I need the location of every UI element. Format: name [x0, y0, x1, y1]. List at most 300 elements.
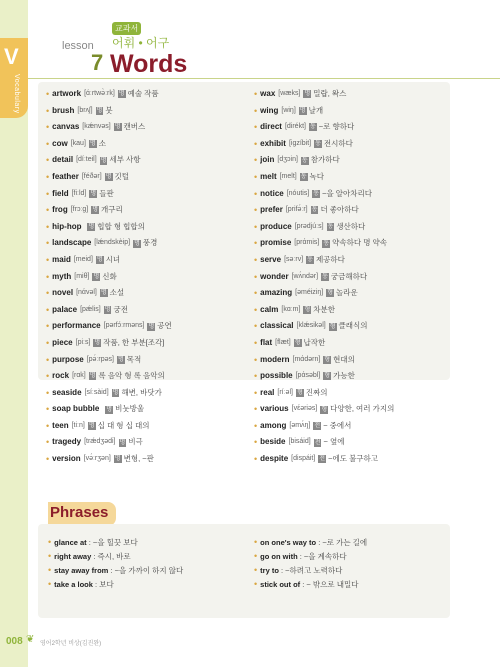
- meaning: 가능한: [333, 371, 355, 381]
- word: beside: [260, 437, 286, 447]
- phrase: stay away from: [54, 566, 109, 575]
- meaning: 캔버스: [123, 122, 146, 132]
- part-of-speech-badge: 동: [307, 257, 313, 264]
- bullet-icon: •: [46, 454, 50, 465]
- pronunciation: [tiːn]: [71, 421, 85, 429]
- word-entry: [254, 451, 454, 468]
- bullet-icon: •: [46, 188, 50, 199]
- word: real: [260, 387, 275, 397]
- meaning: 더 좋아하다: [320, 205, 359, 215]
- pronunciation: [piːs]: [75, 338, 91, 346]
- word: purpose: [52, 354, 84, 364]
- word: myth: [52, 271, 72, 281]
- phrase-meaning: : 즉시, 바로: [93, 552, 131, 561]
- word: version: [52, 454, 81, 464]
- pronunciation: [dʒɔin]: [277, 156, 298, 164]
- bullet-icon: •: [46, 238, 50, 249]
- part-of-speech-badge: 동: [313, 190, 320, 197]
- meaning: 목적: [126, 354, 142, 364]
- phrase-meaning: : 보다: [95, 580, 114, 589]
- section-label: Vocabulary: [13, 74, 20, 114]
- meaning: 들판: [99, 188, 114, 198]
- pronunciation: [féðər]: [81, 172, 102, 180]
- word-entry: [254, 202, 454, 219]
- part-of-speech-badge: 명: [92, 207, 99, 214]
- bullet-icon: •: [46, 288, 50, 299]
- word-entry: [46, 434, 246, 451]
- bullet-icon: •: [254, 420, 258, 431]
- meaning: 전시하다: [323, 138, 353, 148]
- bullet-icon: •: [254, 551, 258, 561]
- bullet-icon: •: [46, 437, 50, 448]
- pronunciation: [prədjúːs]: [294, 222, 324, 230]
- bullet-icon: •: [46, 254, 50, 265]
- word: wing: [260, 105, 279, 115]
- bullet-icon: •: [254, 188, 258, 199]
- word: modern: [260, 354, 290, 364]
- part-of-speech-badge: 전: [319, 456, 326, 463]
- phrase-entry: [48, 577, 248, 591]
- word: direct: [260, 122, 282, 132]
- meaning: 클래식의: [338, 321, 368, 331]
- page-title: Words: [110, 50, 188, 78]
- bullet-icon: •: [254, 579, 258, 589]
- word: promise: [260, 238, 292, 248]
- phrases-column-left: [48, 535, 248, 591]
- word: tragedy: [52, 437, 82, 447]
- pronunciation: [igzíbit]: [288, 139, 312, 147]
- word-entry: [254, 434, 454, 451]
- part-of-speech-badge: 동: [322, 273, 328, 280]
- part-of-speech-badge: 명: [117, 356, 124, 363]
- pronunciation: [síːsàid]: [84, 388, 109, 396]
- word: hip-hop: [52, 221, 82, 231]
- bullet-icon: •: [46, 387, 50, 398]
- part-of-speech-badge: 형: [329, 323, 336, 330]
- pronunciation: [miθ]: [74, 272, 90, 280]
- meaning: 궁금해하다: [330, 271, 368, 281]
- phrase: right away: [54, 552, 92, 561]
- pronunciation: [ɑ́ːrtwə̀ːrk]: [84, 90, 115, 97]
- pronunciation: [frɔːg]: [70, 206, 89, 214]
- bullet-icon: •: [46, 420, 50, 431]
- word-entry: [46, 252, 246, 269]
- pronunciation: [kɑːm]: [281, 305, 301, 313]
- meaning: 차분한: [313, 304, 335, 314]
- bullet-icon: •: [46, 271, 50, 282]
- word-entry: [46, 335, 246, 352]
- word: exhibit: [260, 138, 286, 148]
- part-of-speech-badge: 동: [300, 174, 307, 181]
- bullet-icon: •: [48, 565, 52, 575]
- page-number: 008: [6, 636, 23, 647]
- bullet-icon: •: [254, 221, 258, 232]
- part-of-speech-badge: 형: [321, 406, 328, 413]
- pronunciation: [trǽdʒədi]: [84, 438, 116, 446]
- meaning: 녹다: [309, 171, 325, 181]
- pronunciation: [wæks]: [278, 90, 301, 97]
- word: landscape: [52, 238, 92, 248]
- word: brush: [52, 105, 75, 115]
- meaning: 비극: [128, 437, 143, 447]
- meaning: 현대의: [333, 354, 355, 364]
- phrase: glance at: [54, 538, 87, 547]
- word-entry: [46, 318, 246, 335]
- part-of-speech-badge: 전: [314, 423, 321, 430]
- part-of-speech-badge: 명: [112, 389, 119, 396]
- bullet-icon: •: [254, 537, 258, 547]
- lesson-label: lesson: [62, 40, 94, 52]
- bullet-icon: •: [254, 387, 258, 398]
- bullet-icon: •: [48, 537, 52, 547]
- part-of-speech-badge: 명: [90, 190, 97, 197]
- bullet-icon: •: [254, 155, 258, 166]
- phrase-meaning: : ~을 계속하다: [299, 552, 347, 561]
- word: prefer: [260, 205, 283, 215]
- part-of-speech-badge: 명: [96, 107, 103, 114]
- word-entry: [254, 219, 454, 236]
- pronunciation: [wʌ́ndər]: [291, 272, 319, 280]
- word-entry: [254, 401, 454, 418]
- word: rock: [52, 371, 70, 381]
- word-entry: [46, 418, 246, 435]
- phrase: stick out of: [260, 580, 301, 589]
- word-entry: [254, 235, 454, 252]
- word-entry: [254, 385, 454, 402]
- bullet-icon: •: [254, 304, 258, 315]
- word-entry: [46, 269, 246, 286]
- word-entry: [46, 451, 246, 468]
- part-of-speech-badge: 형: [304, 307, 311, 314]
- meaning: 참가하다: [310, 155, 340, 165]
- meaning: 약속하다 명 약속: [332, 238, 388, 248]
- bullet-icon: •: [254, 288, 258, 299]
- part-of-speech-badge: 명: [299, 107, 306, 114]
- pronunciation: [səːrv]: [284, 255, 304, 263]
- bullet-icon: •: [254, 437, 258, 448]
- part-of-speech-badge: 명: [100, 290, 107, 297]
- word: various: [260, 404, 289, 414]
- pronunciation: [pərfɔ́ːrməns]: [103, 322, 145, 330]
- pronunciation: [əmʌ́ŋ]: [289, 421, 311, 429]
- meaning: 작품, 한 부분[조각]: [103, 337, 165, 347]
- pronunciation: [díːteil]: [76, 156, 97, 164]
- word: despite: [260, 454, 289, 464]
- bullet-icon: •: [46, 105, 50, 116]
- meaning: ~에도 불구하고: [328, 454, 379, 464]
- bullet-icon: •: [46, 371, 50, 382]
- word: flat: [260, 337, 273, 347]
- bullet-icon: •: [254, 404, 258, 415]
- word: maid: [52, 254, 71, 264]
- phrase-entry: [48, 563, 248, 577]
- pronunciation: [fiːld]: [71, 189, 87, 197]
- bullet-icon: •: [254, 354, 258, 365]
- part-of-speech-badge: 동: [327, 224, 334, 231]
- meaning: 소: [98, 138, 106, 148]
- words-column-right: [254, 86, 454, 468]
- pronunciation: [prάmis]: [294, 239, 320, 247]
- meaning: 날개: [308, 105, 324, 115]
- word-entry: [254, 302, 454, 319]
- word-entry: [46, 86, 246, 103]
- word-entry: [254, 103, 454, 120]
- word: teen: [52, 420, 69, 430]
- bullet-icon: •: [46, 404, 50, 415]
- word: classical: [260, 321, 294, 331]
- word-entry: [254, 269, 454, 286]
- meaning: 납작한: [303, 337, 326, 347]
- bullet-icon: •: [254, 138, 258, 149]
- word: join: [260, 155, 275, 165]
- bullet-icon: •: [46, 155, 50, 166]
- word-entry: [254, 186, 454, 203]
- meaning: 변형, ~판: [123, 454, 154, 464]
- meaning: 세부 사항: [109, 155, 141, 165]
- part-of-speech-badge: 명: [93, 273, 100, 280]
- part-of-speech-badge: 형: [327, 290, 333, 297]
- word-entry: [254, 318, 454, 335]
- bullet-icon: •: [46, 337, 50, 348]
- pronunciation: [pǽlis]: [80, 305, 101, 313]
- phrase: try to: [260, 566, 279, 575]
- pronunciation: [prifə́ːr]: [285, 206, 308, 214]
- part-of-speech-badge: 동: [311, 207, 318, 214]
- pronunciation: [pάsəbl]: [295, 372, 321, 380]
- bullet-icon: •: [254, 271, 258, 282]
- bullet-icon: •: [254, 454, 258, 465]
- part-of-speech-badge: 명: [100, 157, 107, 164]
- word-entry: [254, 136, 454, 153]
- bullet-icon: •: [254, 171, 258, 182]
- part-of-speech-badge: 동: [301, 157, 308, 164]
- bullet-icon: •: [46, 138, 50, 149]
- meaning: 다양한, 여러 가지의: [330, 404, 395, 414]
- word: serve: [260, 254, 282, 264]
- part-of-speech-badge: 명: [134, 240, 140, 247]
- word-entry: [46, 352, 246, 369]
- word: melt: [260, 171, 277, 181]
- meaning: 궁전: [113, 304, 128, 314]
- bullet-icon: •: [254, 337, 258, 348]
- word-entry: [46, 186, 246, 203]
- title-divider: [28, 78, 500, 79]
- pronunciation: [vέəriəs]: [291, 405, 318, 413]
- bullet-icon: •: [254, 321, 258, 332]
- meaning: 생산하다: [336, 221, 366, 231]
- bullet-icon: •: [254, 565, 258, 575]
- bullet-icon: •: [46, 89, 50, 99]
- pronunciation: [ríːəl]: [277, 388, 293, 396]
- meaning: 비눗방울: [115, 404, 145, 414]
- pronunciation: [dispáit]: [291, 455, 316, 463]
- word-entry: [46, 202, 246, 219]
- part-of-speech-badge: 명: [114, 124, 121, 131]
- part-of-speech-badge: 동: [309, 124, 316, 131]
- word-entry: [46, 385, 246, 402]
- phrase: take a look: [54, 580, 93, 589]
- pronunciation: [melt]: [279, 172, 297, 180]
- bullet-icon: •: [254, 371, 258, 382]
- word-entry: [254, 252, 454, 269]
- word: novel: [52, 288, 74, 298]
- bullet-icon: •: [46, 304, 50, 315]
- bullet-icon: •: [48, 551, 52, 561]
- word-entry: [46, 235, 246, 252]
- phrase-meaning: : ~을 힐끗 보다: [88, 538, 138, 547]
- phrase-meaning: : ~하려고 노력하다: [281, 566, 343, 575]
- word-entry: [254, 119, 454, 136]
- part-of-speech-badge: 형: [324, 373, 331, 380]
- part-of-speech-badge: 형: [324, 356, 331, 363]
- word: canvas: [52, 122, 80, 132]
- bullet-icon: •: [254, 205, 258, 216]
- word: soap bubble: [52, 404, 100, 414]
- footer-text: 영어2학년 비상(김진완): [40, 641, 102, 647]
- phrase: go on with: [260, 552, 298, 561]
- pronunciation: [rɑk]: [72, 372, 86, 380]
- part-of-speech-badge: 명: [89, 373, 96, 380]
- meaning: ~ 옆에: [323, 437, 345, 447]
- meaning: 깃털: [114, 171, 129, 181]
- word: performance: [52, 321, 101, 331]
- part-of-speech-badge: 명: [105, 174, 112, 181]
- part-of-speech-badge: 명: [119, 439, 126, 446]
- phrases-column-right: [254, 535, 454, 591]
- word: notice: [260, 188, 284, 198]
- meaning: 풍경: [142, 238, 158, 248]
- word: detail: [52, 155, 74, 165]
- word: palace: [52, 304, 78, 314]
- part-of-speech-badge: 명: [104, 307, 111, 314]
- pronunciation: [kǽnvəs]: [82, 123, 111, 131]
- meaning: 십 대 형 십 대의: [97, 420, 150, 430]
- part-of-speech-badge: 동: [323, 240, 330, 247]
- phrase-entry: [254, 563, 454, 577]
- part-of-speech-badge: 명: [114, 456, 121, 463]
- pronunciation: [klǽsikəl]: [296, 322, 326, 330]
- words-column-left: [46, 86, 246, 468]
- meaning: 놀라운: [335, 288, 358, 298]
- bullet-icon: •: [46, 354, 50, 365]
- part-of-speech-badge: 명: [94, 340, 101, 347]
- phrase-meaning: : ~로 가는 길에: [318, 538, 368, 547]
- meaning: 밀랍, 왁스: [313, 89, 347, 98]
- pronunciation: [nάvəl]: [76, 289, 97, 297]
- word: field: [52, 188, 69, 198]
- meaning: 신화: [102, 271, 117, 281]
- pronunciation: [mάdərn]: [292, 355, 321, 363]
- pronunciation: [pə́ːrpəs]: [86, 355, 114, 363]
- meaning: 예술 작품: [127, 89, 159, 98]
- part-of-speech-badge: 명: [304, 91, 311, 98]
- meaning: ~을 알아차리다: [322, 188, 373, 198]
- pronunciation: [lǽndskèip]: [94, 239, 131, 247]
- pronunciation: [flæt]: [275, 338, 291, 346]
- part-of-speech-badge: 명: [88, 224, 95, 231]
- word: amazing: [260, 288, 293, 298]
- pronunciation: [brʌʃ]: [77, 106, 93, 114]
- word-entry: [46, 368, 246, 385]
- word-entry: [254, 335, 454, 352]
- word-entry: [254, 86, 454, 103]
- word: piece: [52, 337, 73, 347]
- lesson-number: 7: [91, 50, 104, 75]
- meaning: 힙합 형 힙합의: [97, 221, 145, 231]
- part-of-speech-badge: 전: [314, 439, 321, 446]
- meaning: ~ 중에서: [323, 420, 352, 430]
- part-of-speech-badge: 형: [294, 340, 301, 347]
- meaning: 록 음악 형 록 음악의: [98, 371, 165, 381]
- bullet-icon: •: [48, 579, 52, 589]
- part-of-speech-badge: 명: [96, 257, 103, 264]
- meaning: 공연: [157, 321, 172, 331]
- textbook-tag: 교과서: [112, 22, 141, 35]
- word-entry: [46, 136, 246, 153]
- word: artwork: [52, 89, 82, 98]
- pronunciation: [əméiziŋ]: [295, 289, 324, 297]
- bullet-icon: •: [254, 89, 258, 99]
- pronunciation: [wiŋ]: [281, 106, 296, 114]
- pronunciation: [kau]: [70, 139, 86, 147]
- word: among: [260, 420, 287, 430]
- part-of-speech-badge: 명: [118, 91, 125, 98]
- phrases-title: Phrases: [50, 504, 109, 521]
- part-of-speech-badge: 명: [89, 141, 96, 148]
- meaning: 진짜의: [305, 387, 328, 397]
- bullet-icon: •: [46, 221, 50, 232]
- word: feather: [52, 171, 79, 181]
- bullet-icon: •: [46, 321, 50, 332]
- word-entry: [254, 169, 454, 186]
- word-entry: [46, 302, 246, 319]
- part-of-speech-badge: 명: [88, 423, 95, 430]
- word: frog: [52, 205, 68, 215]
- pronunciation: [dirékt]: [284, 123, 306, 131]
- word-entry: [46, 401, 246, 418]
- word-entry: [254, 285, 454, 302]
- word-entry: [254, 418, 454, 435]
- word: seaside: [52, 387, 82, 397]
- meaning: 시녀: [105, 254, 121, 264]
- phrase-entry: [254, 549, 454, 563]
- word-entry: [254, 352, 454, 369]
- part-of-speech-badge: 명: [106, 406, 113, 413]
- phrase-meaning: : ~ 밖으로 내밀다: [302, 580, 359, 589]
- word-entry: [46, 119, 246, 136]
- bullet-icon: •: [46, 171, 50, 182]
- word-entry: [254, 368, 454, 385]
- bullet-icon: •: [254, 105, 258, 116]
- phrase-meaning: : ~을 가까이 하지 않다: [110, 566, 184, 575]
- meaning: 제공하다: [315, 254, 345, 264]
- bullet-icon: •: [254, 122, 258, 133]
- word-entry: [46, 219, 246, 236]
- part-of-speech-badge: 명: [148, 323, 155, 330]
- pronunciation: [meid]: [73, 255, 93, 263]
- part-of-speech-badge: 형: [296, 389, 303, 396]
- part-of-speech-badge: 동: [315, 141, 321, 148]
- meaning: ~로 향하다: [318, 122, 355, 132]
- leaf-icon: ❦: [26, 634, 35, 645]
- section-subtitle: 어휘 • 어구: [112, 36, 170, 50]
- meaning: 해변, 바닷가: [121, 387, 162, 397]
- phrase-entry: [254, 535, 454, 549]
- phrase-entry: [254, 577, 454, 591]
- word: calm: [260, 304, 279, 314]
- word-entry: [254, 152, 454, 169]
- phrase-entry: [48, 549, 248, 563]
